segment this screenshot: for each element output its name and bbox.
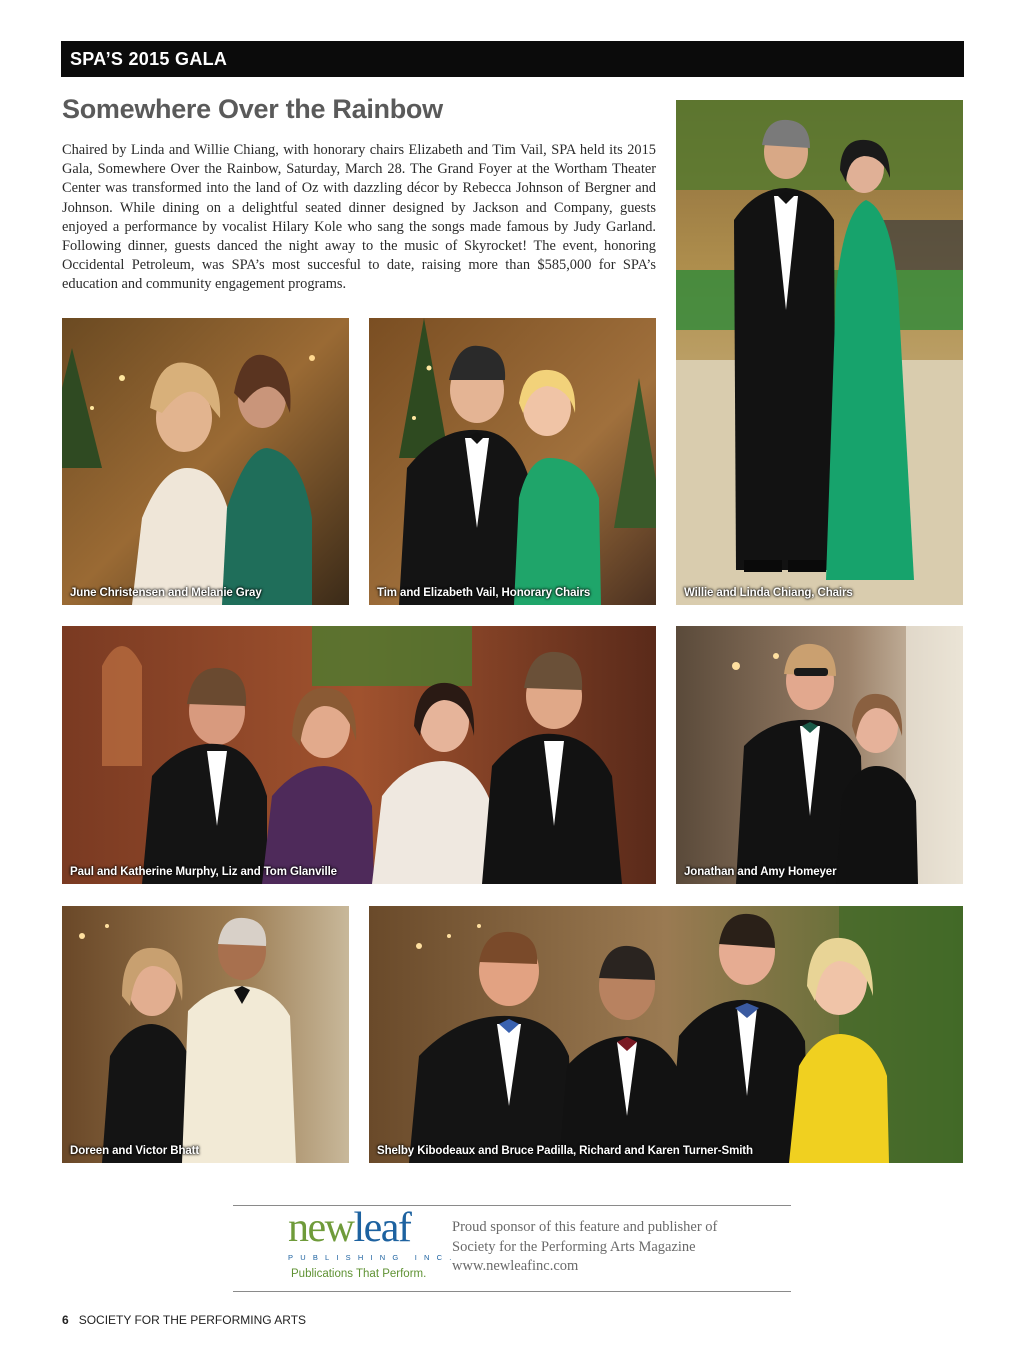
page-number: 6 [62, 1313, 69, 1327]
photo-caption: Jonathan and Amy Homeyer [684, 866, 837, 878]
photo-caption: Doreen and Victor Bhatt [70, 1145, 200, 1157]
sponsor-line-1: Proud sponsor of this feature and publisher of [452, 1219, 718, 1235]
page-footer [62, 1313, 306, 1327]
logo-subline: PUBLISHING INC. [288, 1253, 459, 1262]
photo-christensen-gray [62, 318, 349, 605]
photo-chiang [676, 100, 963, 605]
photo-murphy-glanville [62, 626, 656, 884]
photo-image [62, 626, 656, 884]
photo-caption: Paul and Katherine Murphy, Liz and Tom Glanville [70, 866, 337, 878]
photo-bhatt [62, 906, 349, 1163]
article-body: Chaired by Linda and Willie Chiang, with honorary chairs Elizabeth and Tim Vail, SPA held its 2015 Gala, Somewhere Over the Rainbow, Saturday, March 28. The Grand Foyer at the Wortham Theater Center was transformed into the land of Oz with dazzling décor by Rebecca Johnson of Bergner and Johnson. While dining on a delightful seated dinner designed by Jackson and Company, guests enjoyed a performance by vocalist Hilary Kole who sang the songs made famous by Judy Garland. Following dinner, guests danced the night away to the music of Skyrocket! The event, honoring Occidental Petroleum, was SPA’s most succesful to date, raising more than $585,000 for SPA’s education and community engagement programs. [62, 142, 656, 293]
logo-tagline: Publications That Perform. [291, 1268, 427, 1280]
photo-caption: Shelby Kibodeaux and Bruce Padilla, Richard and Karen Turner-Smith [377, 1145, 753, 1157]
photo-image [676, 626, 963, 884]
photo-kibodeaux-padilla-turner-smith [369, 906, 963, 1163]
photo-caption: Willie and Linda Chiang, Chairs [684, 587, 853, 599]
photo-image [676, 100, 963, 605]
sponsor-text [452, 1218, 762, 1277]
photo-homeyer [676, 626, 963, 884]
publication-name: SOCIETY FOR THE PERFORMING ARTS [78, 1313, 307, 1327]
photo-image [369, 318, 656, 605]
sponsor-line-2: Society for the Performing Arts Magazine [452, 1238, 696, 1255]
photo-caption: Tim and Elizabeth Vail, Honorary Chairs [377, 587, 591, 599]
photo-image [62, 318, 349, 605]
photo-image [62, 906, 349, 1163]
sponsor-bottom-rule [233, 1291, 791, 1292]
newleaf-logo [288, 1206, 438, 1250]
section-label: SPA’S 2015 GALA [70, 49, 228, 69]
photo-vail [369, 318, 656, 605]
photo-caption: June Christensen and Melanie Gray [70, 587, 262, 599]
article-title: Somewhere Over the Rainbow [62, 94, 443, 124]
logo-part-leaf: leaf [353, 1205, 411, 1251]
section-header-bar [61, 41, 964, 77]
sponsor-url: www.newleafinc.com [452, 1258, 579, 1274]
photo-image [369, 906, 963, 1163]
logo-part-new: new [288, 1205, 354, 1251]
